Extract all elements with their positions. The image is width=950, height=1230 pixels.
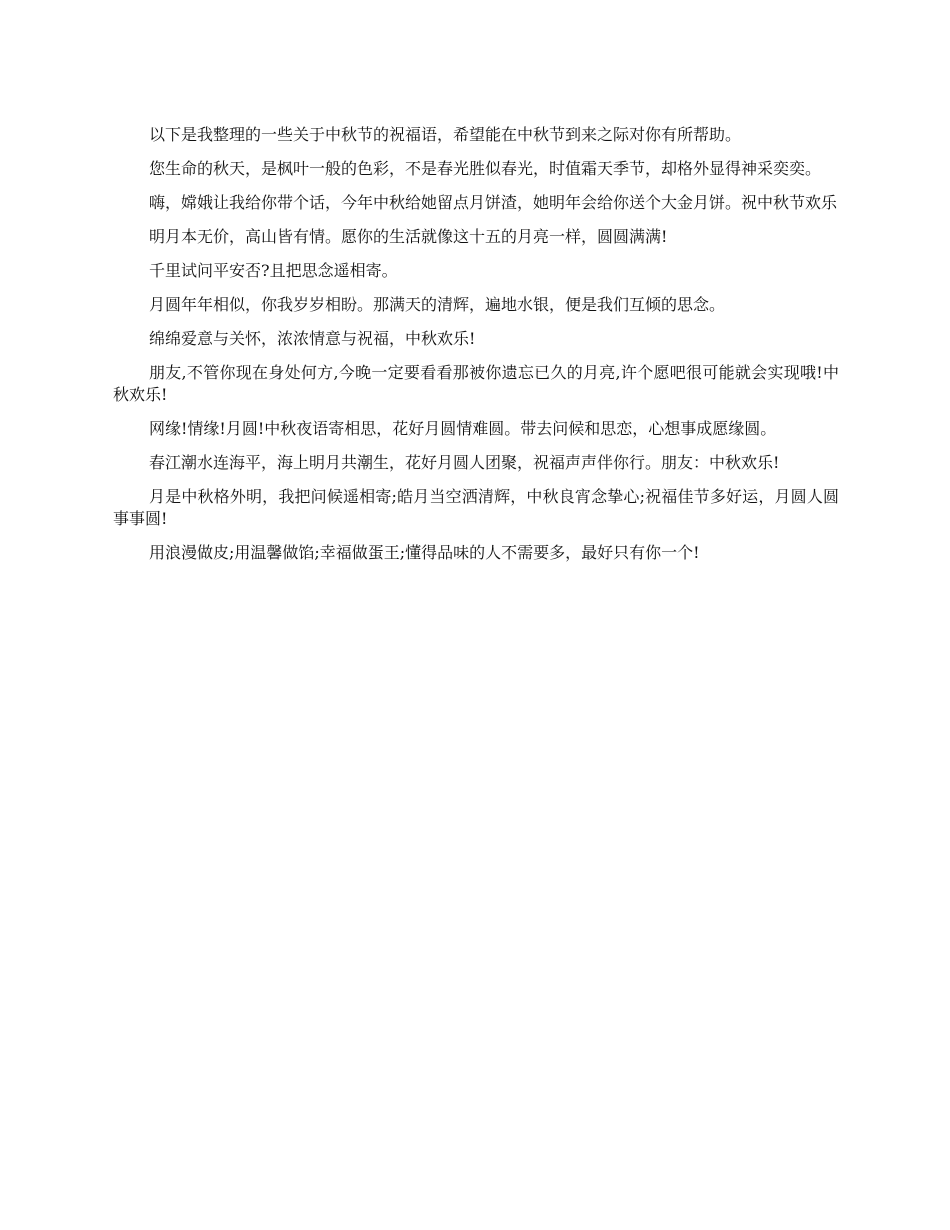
paragraph-blessing: 月是中秋格外明，我把问候遥相寄;皓月当空洒清辉，中秋良宵念挚心;祝福佳节多好运，月圆人圆事事圆! — [113, 487, 839, 528]
paragraph-blessing: 网缘!情缘!月圆!中秋夜语寄相思，花好月圆情难圆。带去问候和思恋，心想事成愿缘圆。 — [149, 419, 777, 438]
paragraph-blessing: 绵绵爱意与关怀，浓浓情意与祝福，中秋欢乐! — [149, 329, 476, 348]
paragraph-blessing: 明月本无价，高山皆有情。愿你的生活就像这十五的月亮一样，圆圆满满! — [149, 227, 668, 246]
document-body — [113, 124, 839, 576]
paragraph-blessing: 春江潮水连海平，海上明月共潮生，花好月圆人团聚，祝福声声伴你行。朋友：中秋欢乐! — [149, 453, 780, 472]
paragraph-blessing: 朋友,不管你现在身处何方,今晚一定要看看那被你遗忘已久的月亮,许个愿吧很可能就会实现哦!中秋欢乐! — [113, 363, 839, 404]
paragraph-intro: 以下是我整理的一些关于中秋节的祝福语，希望能在中秋节到来之际对你有所帮助。 — [149, 125, 742, 144]
paragraph-blessing: 您生命的秋天，是枫叶一般的色彩，不是春光胜似春光，时值霜天季节，却格外显得神采奕奕。 — [149, 159, 822, 178]
paragraph-blessing: 用浪漫做皮;用温馨做馅;幸福做蛋王;懂得品味的人不需要多，最好只有你一个! — [149, 543, 700, 562]
paragraph-blessing: 月圆年年相似，你我岁岁相盼。那满天的清辉，遍地水银，便是我们互倾的思念。 — [149, 295, 726, 314]
paragraph-blessing: 千里试问平安否?且把思念遥相寄。 — [149, 261, 398, 280]
paragraph-blessing: 嗨，嫦娥让我给你带个话，今年中秋给她留点月饼渣，她明年会给你送个大金月饼。祝中秋节欢乐 — [149, 193, 838, 212]
